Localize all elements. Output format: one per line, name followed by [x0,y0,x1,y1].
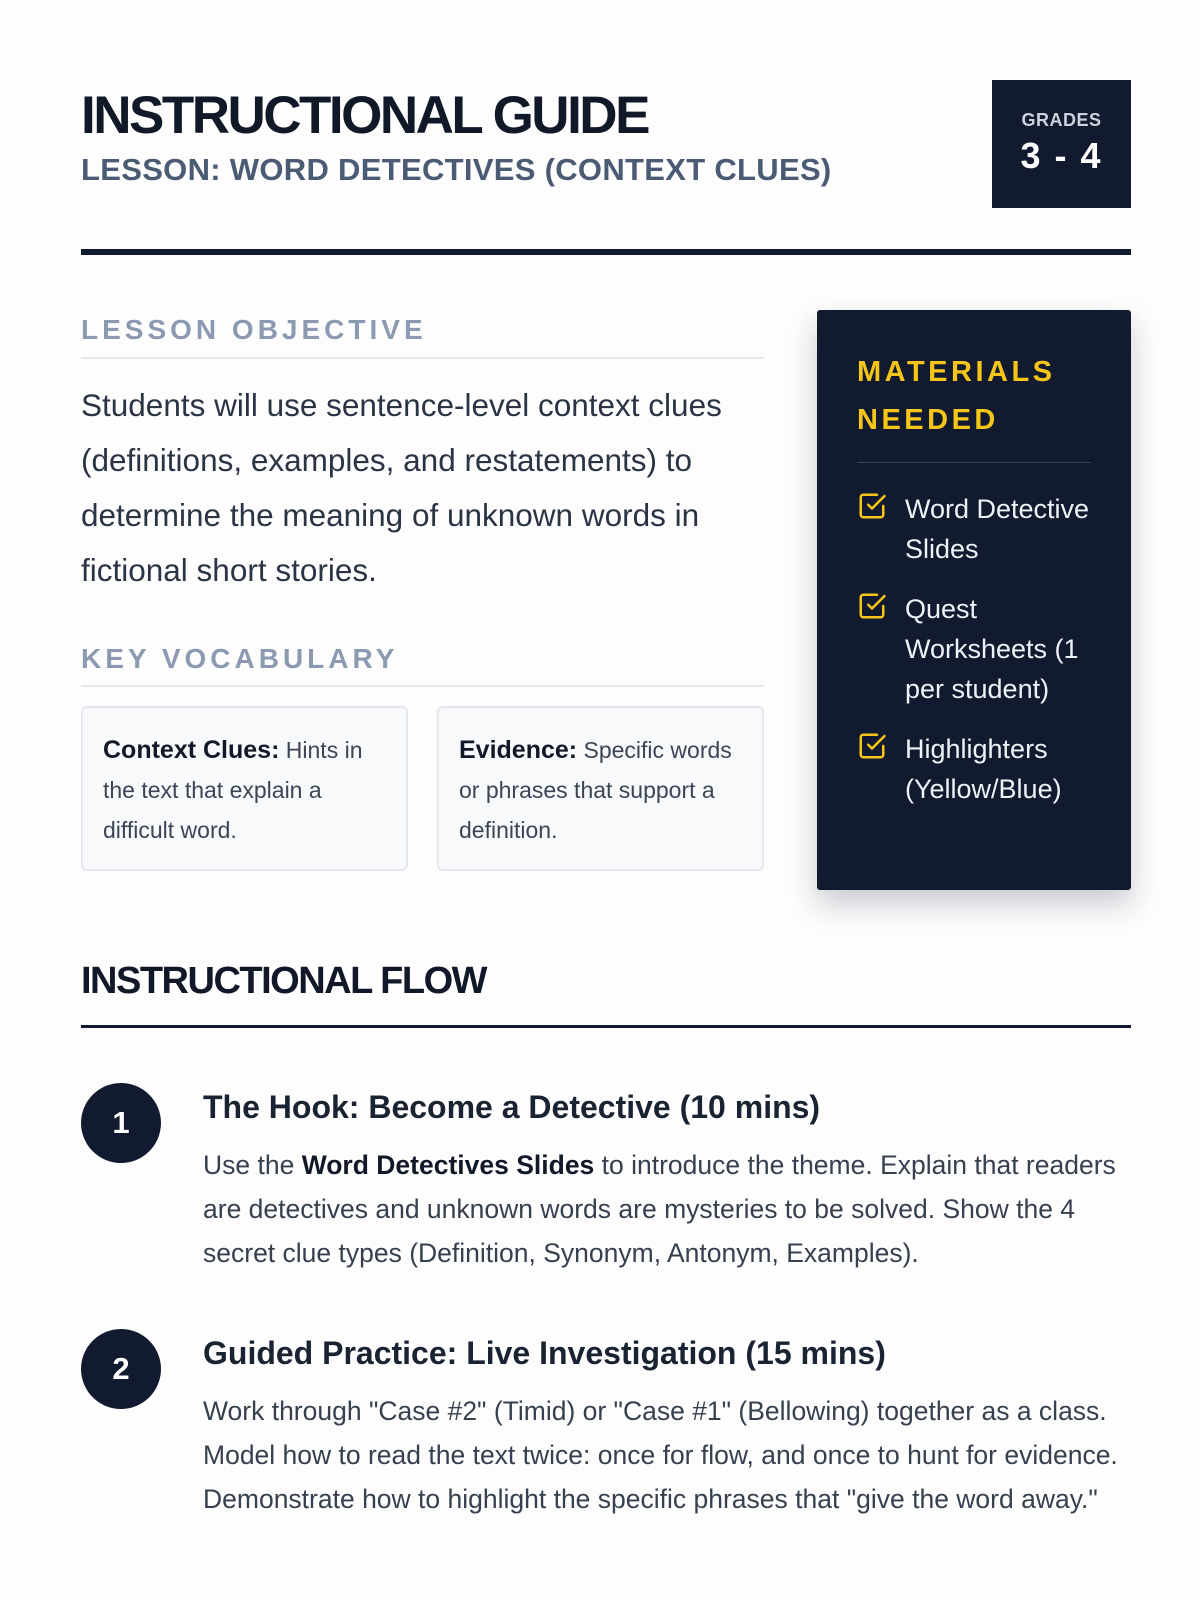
flow-step [81,1083,1131,1283]
materials-divider [857,462,1091,463]
grades-badge [992,80,1131,208]
step-body-emphasis: Word Detectives Slides [301,1150,595,1180]
objective-text: Students will use sentence-level context clues (definitions, examples, and restatements) to determine the meaning of unknown words in fictional short stories. [81,387,722,588]
materials-item [857,729,1091,809]
materials-item [857,489,1091,569]
lesson-subtitle: LESSON: WORD DETECTIVES (CONTEXT CLUES) [81,152,832,187]
vocab-term: Evidence: [459,736,578,764]
vocab-card [81,706,408,871]
vocabulary-heading: KEY VOCABULARY [81,643,399,674]
step-number: 2 [81,1329,161,1409]
objective-divider [81,357,764,359]
flow-step [81,1329,1131,1569]
vocab-card [437,706,764,871]
vocab-term: Context Clues: [103,736,280,764]
materials-item-label: Quest Worksheets (1 per student) [905,594,1079,704]
checkbox-icon [857,731,887,761]
vocab-definition: Specific words or phrases that support a definition. [459,737,732,843]
materials-heading: MATERIALS NEEDED [857,356,1056,436]
header-divider [81,249,1131,255]
step-title: Guided Practice: Live Investigation (15 mins) [203,1335,886,1371]
flow-heading: INSTRUCTIONAL FLOW [81,960,487,1002]
checkbox-icon [857,491,887,521]
vocabulary-divider [81,685,764,687]
step-number: 1 [81,1083,161,1163]
step-body [203,1143,1143,1275]
materials-panel [817,310,1131,890]
materials-item [857,589,1091,709]
page-title: INSTRUCTIONAL GUIDE [81,86,648,145]
flow-divider [81,1025,1131,1028]
materials-item-label: Word Detective Slides [905,494,1090,564]
materials-list [857,489,1091,809]
grades-value: 3 - 4 [1020,135,1103,176]
step-title: The Hook: Become a Detective (10 mins) [203,1089,821,1125]
grades-label: GRADES [1021,110,1102,130]
vocab-definition: Hints in the text that explain a difficult word. [103,737,363,843]
step-body-text: to introduce the theme. Explain that readers are detectives and unknown words are mysteries to be solved. Show the 4 secret clue types (Definition, Synonym, Antonym, Examples). [203,1150,1116,1268]
checkbox-icon [857,591,887,621]
materials-item-label: Highlighters (Yellow/Blue) [905,734,1062,804]
step-body: Work through "Case #2" (Timid) or "Case #1" (Bellowing) together as a class. Model how to read the text twice: once for flow, and once to hunt for evidence. Demonstrate how to highlight the specific phrases that "give the word away." [203,1396,1118,1514]
objective-heading: LESSON OBJECTIVE [81,314,427,345]
document-header [81,80,1131,258]
step-body-text: Use the [203,1150,302,1180]
